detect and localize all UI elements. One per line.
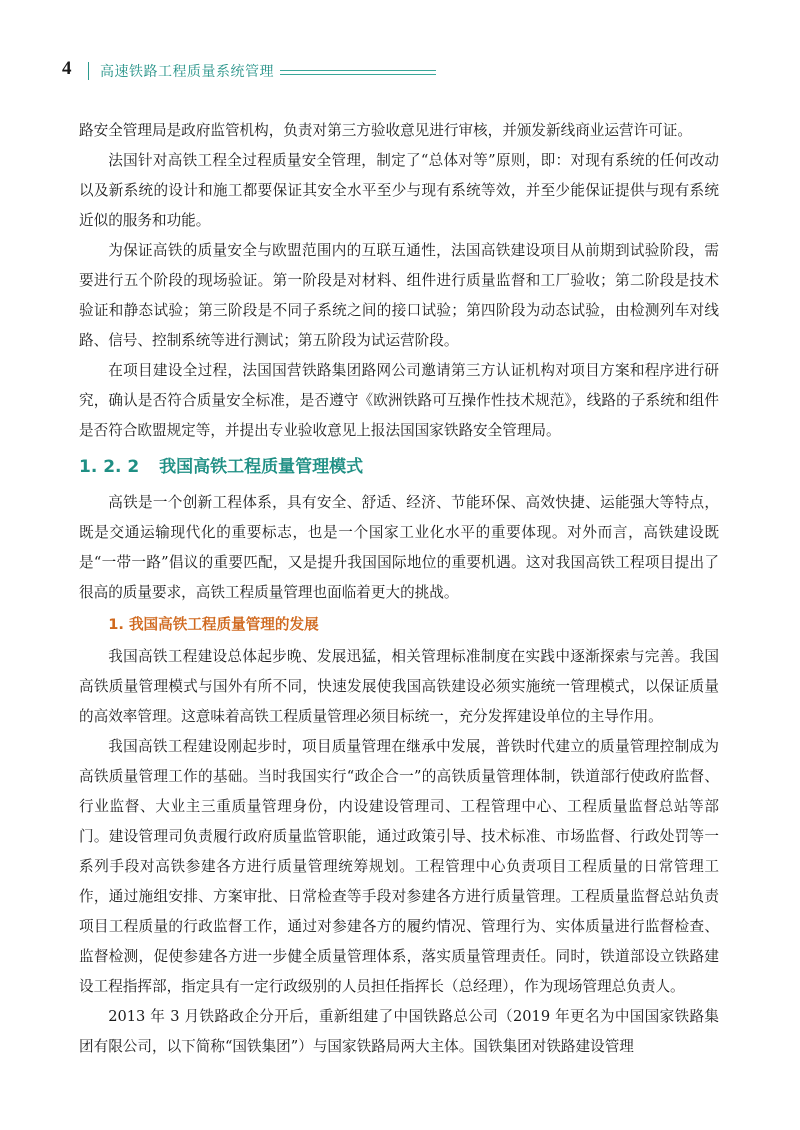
paragraph: 法国针对高铁工程全过程质量安全管理，制定了“总体对等”原则，即：对现有系统的任何改动以及新系统的设计和施工都要保证其安全水平至少与现有系统等效，并至少能保证提供与现有系统近似的服务和功能。 xyxy=(79,152,719,229)
subsection-heading: 1. 我国高铁工程质量管理的发展 xyxy=(108,616,319,633)
running-title: 高速铁路工程质量系统管理 xyxy=(100,64,274,80)
paragraph: 我国高铁工程建设总体起步晚、发展迅猛，相关管理标准制度在实践中逐渐探索与完善。我国高铁质量管理模式与国外有所不同，快速发展使我国高铁建设必须实施统一管理模式，以保证质量的高效率管理。这意味着高铁工程质量管理必须目标统一，充分发挥建设单位的主导作用。 xyxy=(79,648,719,725)
running-header xyxy=(62,56,762,86)
paragraph: 高铁是一个创新工程体系，具有安全、舒适、经济、节能环保、高效快捷、运能强大等特点，既是交通运输现代化的重要标志，也是一个国家工业化水平的重要体现。对外而言，高铁建设既是“一带一路”倡议的重要匹配，又是提升我国国际地位的重要机遇。这对我国高铁工程项目提出了很高的质量要求，高铁工程质量管理也面临着更大的挑战。 xyxy=(79,494,719,601)
paragraph: 在项目建设全过程，法国国营铁路集团路网公司邀请第三方认证机构对项目方案和程序进行研究，确认是否符合质量安全标准，是否遵守《欧洲铁路可互操作性技术规范》，线路的子系统和组件是否符合欧盟规定等，并提出专业验收意见上报法国国家铁路安全管理局。 xyxy=(79,362,719,439)
paragraph: 为保证高铁的质量安全与欧盟范围内的互联互通性，法国高铁建设项目从前期到试验阶段，需要进行五个阶段的现场验证。第一阶段是对材料、组件进行质量监督和工厂验收；第二阶段是技术验证和静态试验；第三阶段是不同子系统之间的接口试验；第四阶段为动态试验，由检测列车对线路、信号、控制系统等进行测试；第五阶段为试运营阶段。 xyxy=(79,242,719,349)
page-body xyxy=(79,116,719,1062)
header-divider xyxy=(88,62,89,80)
page-number: 4 xyxy=(62,58,72,79)
paragraph: 我国高铁工程建设刚起步时，项目质量管理在继承中发展，普铁时代建立的质量管理控制成为高铁质量管理工作的基础。当时我国实行“政企合一”的高铁质量管理体制，铁道部行使政府监督、行业监督、大业主三重质量管理身份，内设建设管理司、工程管理中心、工程质量监督总站等部门。建设管理司负责履行政府质量监管职能，通过政策引导、技术标准、市场监督、行政处罚等一系列手段对高铁参建各方进行质量管理统筹规划。工程管理中心负责项目工程质量的日常管理工作，通过施组安排、方案审批、日常检查等手段对参建各方进行质量管理。工程质量监督总站负责项目工程质量的行政监督工作，通过对参建各方的履约情况、管理行为、实体质量进行监督检查、监督检测，促使参建各方进一步健全质量管理体系，落实质量管理责任。同时，铁道部设立铁路建设工程指挥部，指定具有一定行政级别的人员担任指挥长（总经理），作为现场管理总负责人。 xyxy=(79,738,719,995)
header-decorative-rule xyxy=(280,70,436,76)
paragraph: 2013 年 3 月铁路政企分开后，重新组建了中国铁路总公司（2019 年更名为中国国家铁路集团有限公司，以下简称“国铁集团”）与国家铁路局两大主体。国铁集团对铁路建设管理 xyxy=(79,1008,719,1055)
section-title: 我国高铁工程质量管理模式 xyxy=(159,457,364,477)
section-number: 1. 2. 2 xyxy=(79,457,140,477)
paragraph: 路安全管理局是政府监管机构，负责对第三方验收意见进行审核，并颁发新线商业运营许可证。 xyxy=(79,122,692,139)
section-heading xyxy=(79,452,719,482)
